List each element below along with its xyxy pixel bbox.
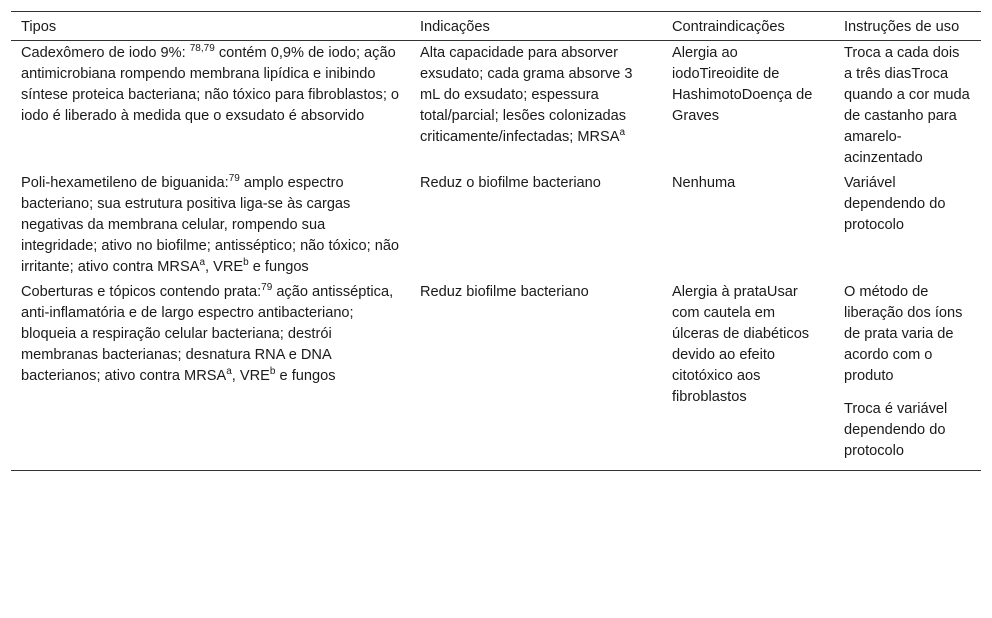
tipo-text: e fungos (248, 259, 309, 275)
instrucoes-paragraph: Troca é variável dependendo do protocolo (844, 401, 948, 459)
header-row (11, 12, 981, 41)
tipo-text: Cadexômero de iodo 9%: (21, 45, 190, 61)
cell-instrucoes (834, 41, 981, 172)
header-tipos: Tipos (21, 19, 57, 35)
reference-superscript: 79 (228, 173, 240, 185)
cell-instrucoes (834, 171, 981, 280)
tipo-text: , VRE (231, 368, 270, 384)
table-row (11, 171, 981, 280)
reference-superscript: 78,79 (189, 43, 215, 55)
cell-contraindicacoes: Nenhuma (672, 175, 736, 191)
instrucoes-paragraph: Troca a cada dois a três diasTroca quando a cor muda de castanho para amarelo-acinzentado (844, 45, 970, 166)
footnote-superscript: b (269, 366, 276, 378)
header-contraindicacoes: Contraindicações (672, 19, 785, 35)
tipo-text: Coberturas e tópicos contendo prata: (21, 284, 262, 300)
instrucoes-paragraph: Variável dependendo do protocolo (844, 175, 946, 233)
wound-dressing-table-container (11, 11, 981, 471)
footnote-superscript: b (243, 257, 249, 269)
tipo-text: , VRE (205, 259, 244, 275)
cell-contraindicacoes: Alergia à prataUsar com cautela em úlceras de diabéticos devido ao efeito citotóxico aos fibroblastos (672, 284, 810, 405)
indicacoes-text: Alta capacidade para absorver exsudato; cada grama absorve 3 mL do exsudato; espessura total/parcial; lesões colonizadas criticamente/infectadas; MRSA (420, 45, 633, 145)
cell-contraindicacoes: Alergia ao iodoTireoidite de HashimotoDoença de Graves (672, 45, 813, 124)
footnote-superscript: a (199, 257, 205, 269)
cell-tipo (11, 171, 410, 280)
table-row (11, 41, 981, 172)
tipo-text: e fungos (275, 368, 336, 384)
footnote-superscript: a (619, 127, 626, 139)
instrucoes-paragraph: O método de liberação dos íons de prata varia de acordo com o produto (844, 284, 963, 384)
cell-instrucoes (834, 280, 981, 471)
table-row (11, 280, 981, 471)
cell-tipo (11, 41, 410, 172)
cell-tipo (11, 280, 410, 471)
table-body (11, 41, 981, 471)
cell-indicacoes (410, 41, 662, 172)
header-instrucoes-de-uso: Instruções de uso (844, 19, 960, 35)
cell-indicacoes: Reduz biofilme bacteriano (420, 284, 589, 300)
header-indicacoes: Indicações (420, 19, 490, 35)
tipo-text: Poli-hexametileno de biguanida: (21, 175, 229, 191)
tipo-text: amplo espectro bacteriano; sua estrutura positiva liga-se às cargas negativas da membrana celular, rompendo sua integridade; ativo no biofilme; antisséptico; não tóxico; não irritante; ativo contra MRSA (21, 175, 400, 275)
cell-indicacoes: Reduz o biofilme bacteriano (420, 175, 601, 191)
reference-superscript: 79 (261, 282, 273, 294)
table-header (11, 12, 981, 41)
tipo-text: contém 0,9% de iodo; ação antimicrobiana rompendo membrana lipídica e inibindo síntese proteica bacteriana; não tóxico para fibroblastos; o iodo é liberado à medida que o exsudato é absorvido (21, 45, 400, 124)
footnote-superscript: a (226, 366, 232, 378)
wound-dressing-table (11, 11, 981, 471)
tipo-text: ação antisséptica, anti-inflamatória e de largo espectro antibacteriano; bloqueia a respiração celular bacteriana; destrói membranas bacterianas; desnatura RNA e DNA bacterianos; ativo contra MRSA (21, 284, 394, 384)
